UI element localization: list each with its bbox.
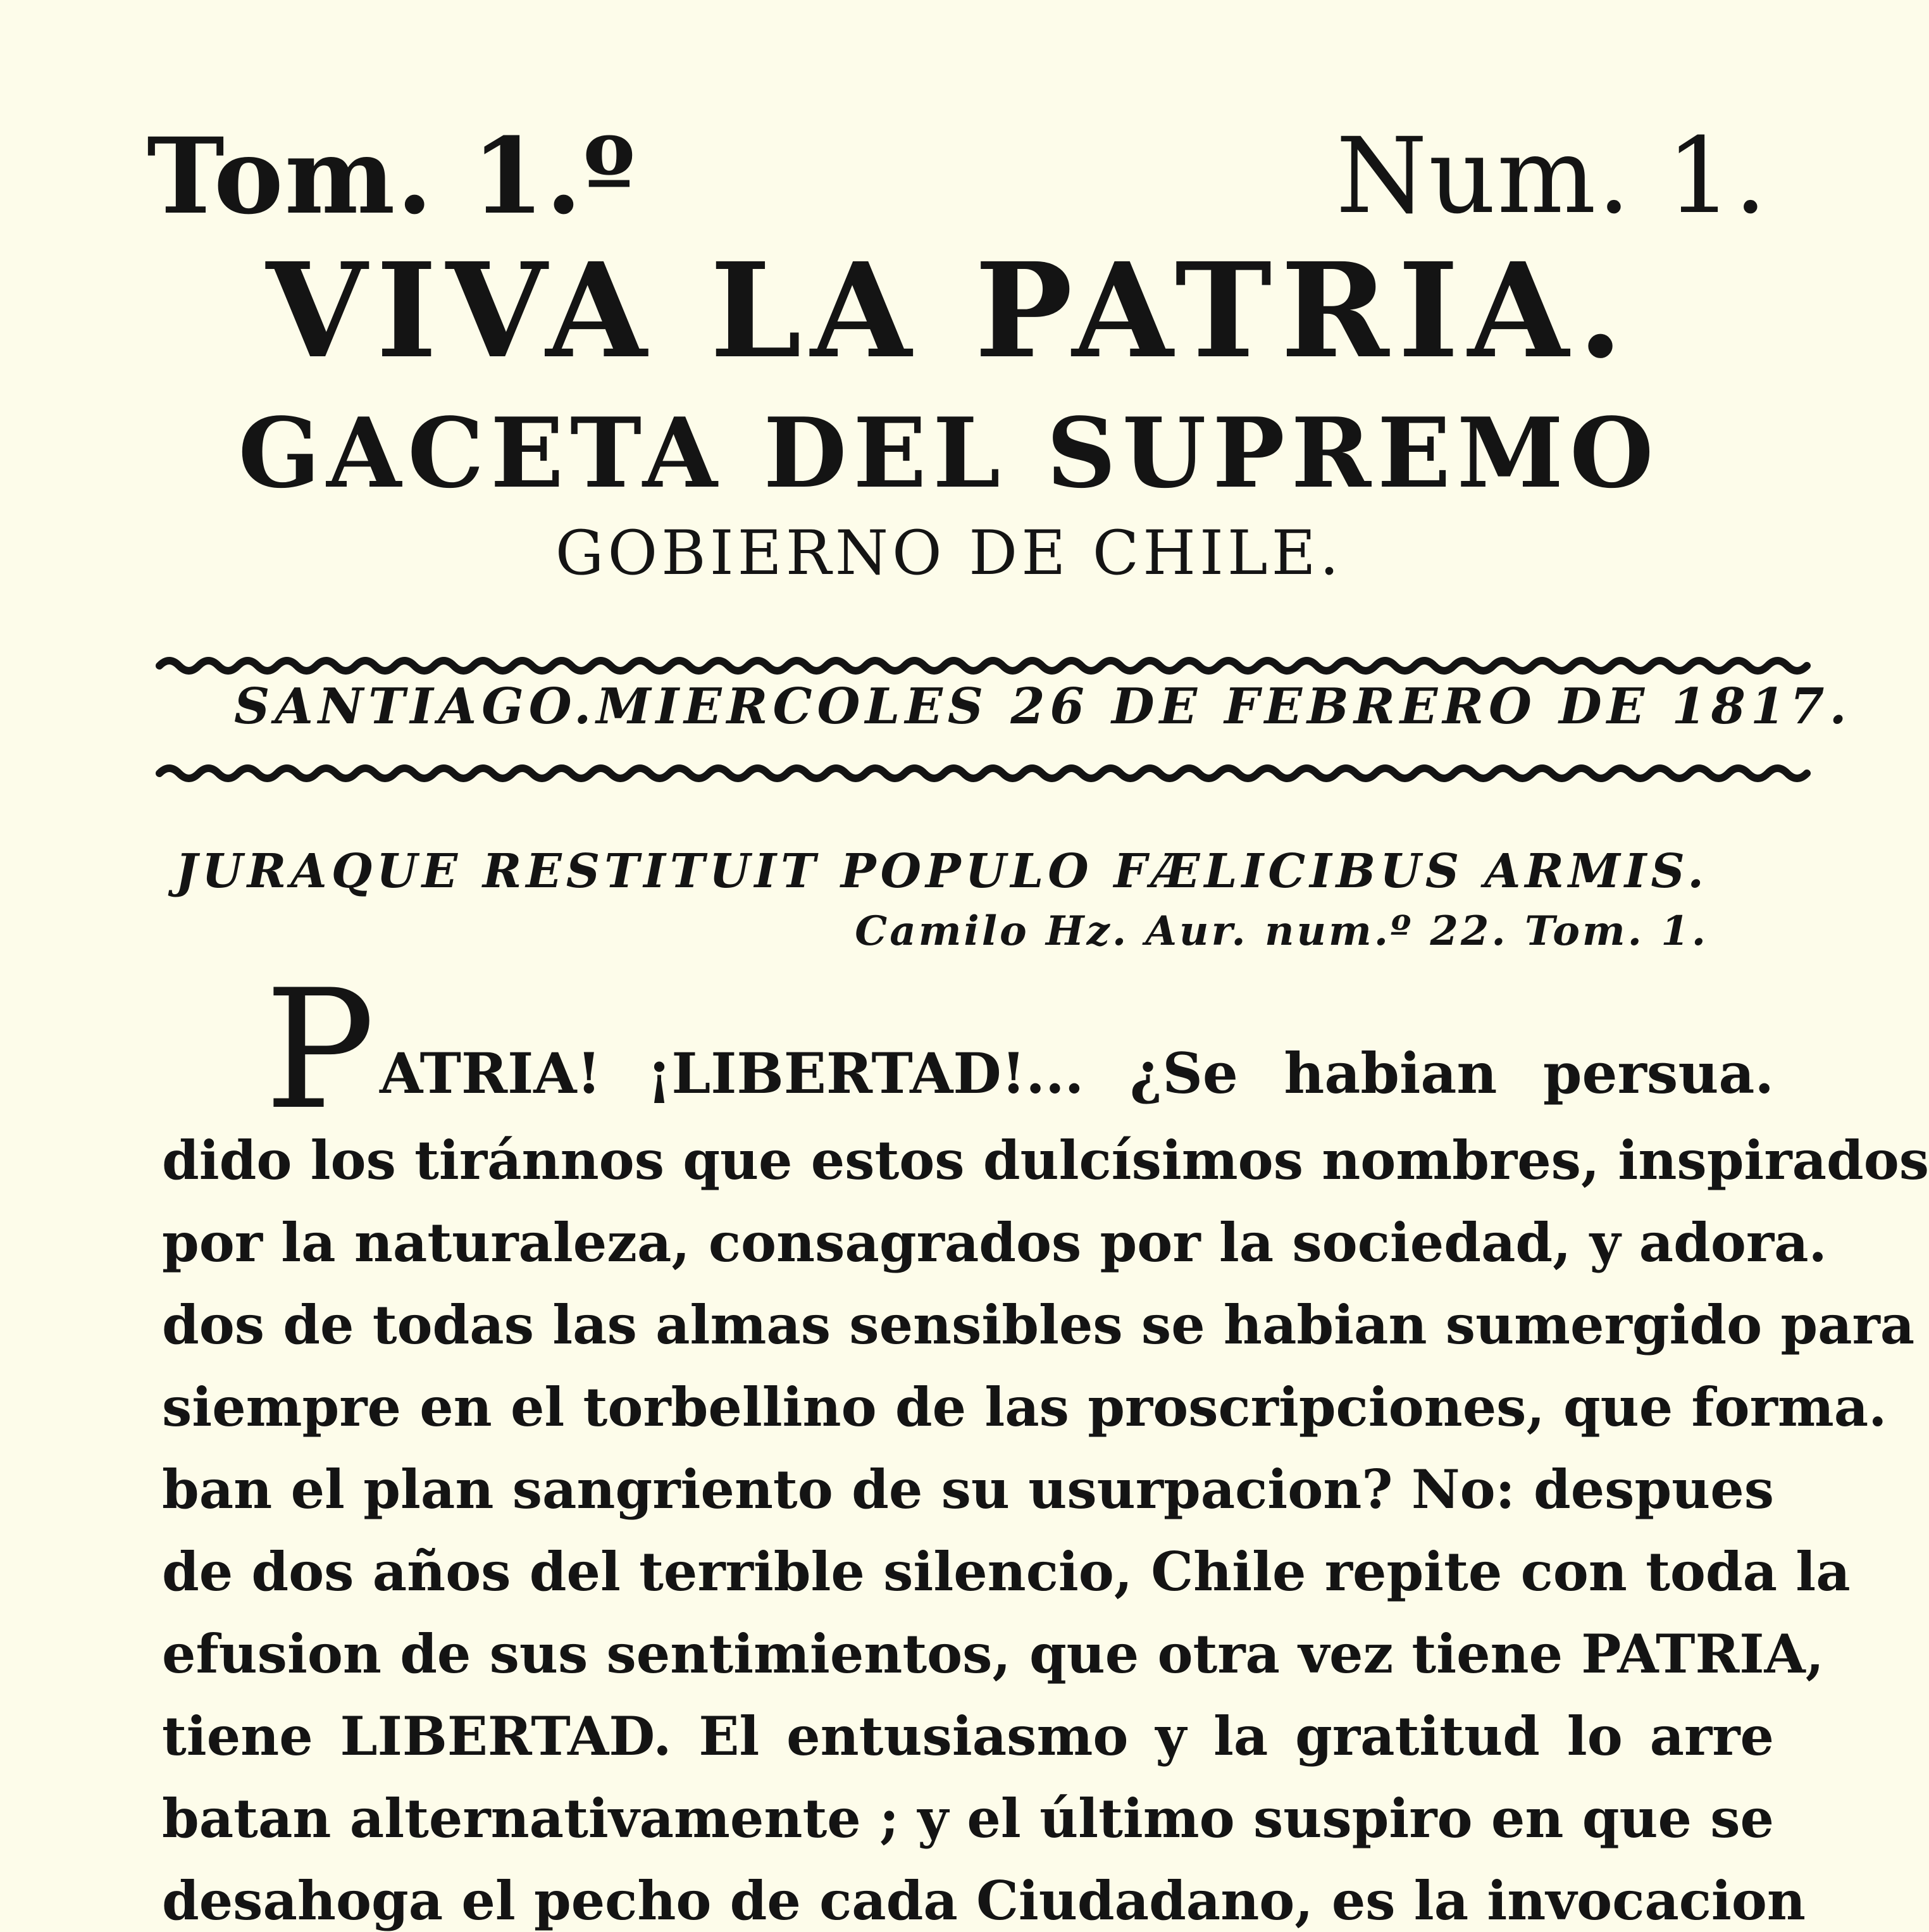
article-line: de dos años del terrible silencio, Chile repite con toda la	[162, 1540, 1851, 1603]
article-line: siempre en el torbellino de las proscripciones, que forma.	[162, 1376, 1887, 1438]
article-line: desahoga el pecho de cada Ciudadano, es la invocacion	[162, 1869, 1806, 1932]
article-line: dos de todas las almas sensibles se habian sumergido para	[162, 1293, 1915, 1356]
masthead-subtitle: GACETA DEL SUPREMO	[238, 396, 1660, 509]
article-line: batan alternativamente ; y el último suspiro en que se	[162, 1787, 1774, 1850]
wave-rule-bottom	[159, 754, 1774, 792]
masthead-title: VIVA LA PATRIA.	[266, 234, 1632, 387]
article-first-line: ATRIA! ¡LIBERTAD!... ¿Se habian persua.	[380, 1040, 1774, 1106]
article-line: efusion de sus sentimientos, que otra vez tiene PATRIA,	[162, 1623, 1824, 1685]
dateline-place: SANTIAGO.	[234, 678, 597, 735]
issue-number: Num. 1.	[1336, 115, 1768, 237]
epigraph-motto: JURAQUE RESTITUIT POPULO FÆLICIBUS ARMIS.	[175, 844, 1708, 899]
dateline-date: MIERCOLES 26 DE FEBRERO DE 1817.	[596, 678, 1852, 735]
volume-number: Tom. 1.º	[147, 115, 637, 237]
article-line: tiene LIBERTAD. El entusiasmo y la gratitud lo arre	[162, 1705, 1774, 1767]
article-line: dido los tiránnos que estos dulcísimos nombres, inspirados	[162, 1129, 1929, 1192]
epigraph-citation: Camilo Hz. Aur. num.º 22. Tom. 1.	[855, 907, 1708, 955]
article-line: ban el plan sangriento de su usurpacion? No: despues	[162, 1458, 1774, 1521]
masthead-subtitle-2: GOBIERNO DE CHILE.	[555, 518, 1343, 589]
drop-cap: P	[264, 955, 375, 1146]
article-line: por la naturaleza, consagrados por la sociedad, y adora.	[162, 1211, 1827, 1274]
dateline	[234, 678, 1852, 735]
